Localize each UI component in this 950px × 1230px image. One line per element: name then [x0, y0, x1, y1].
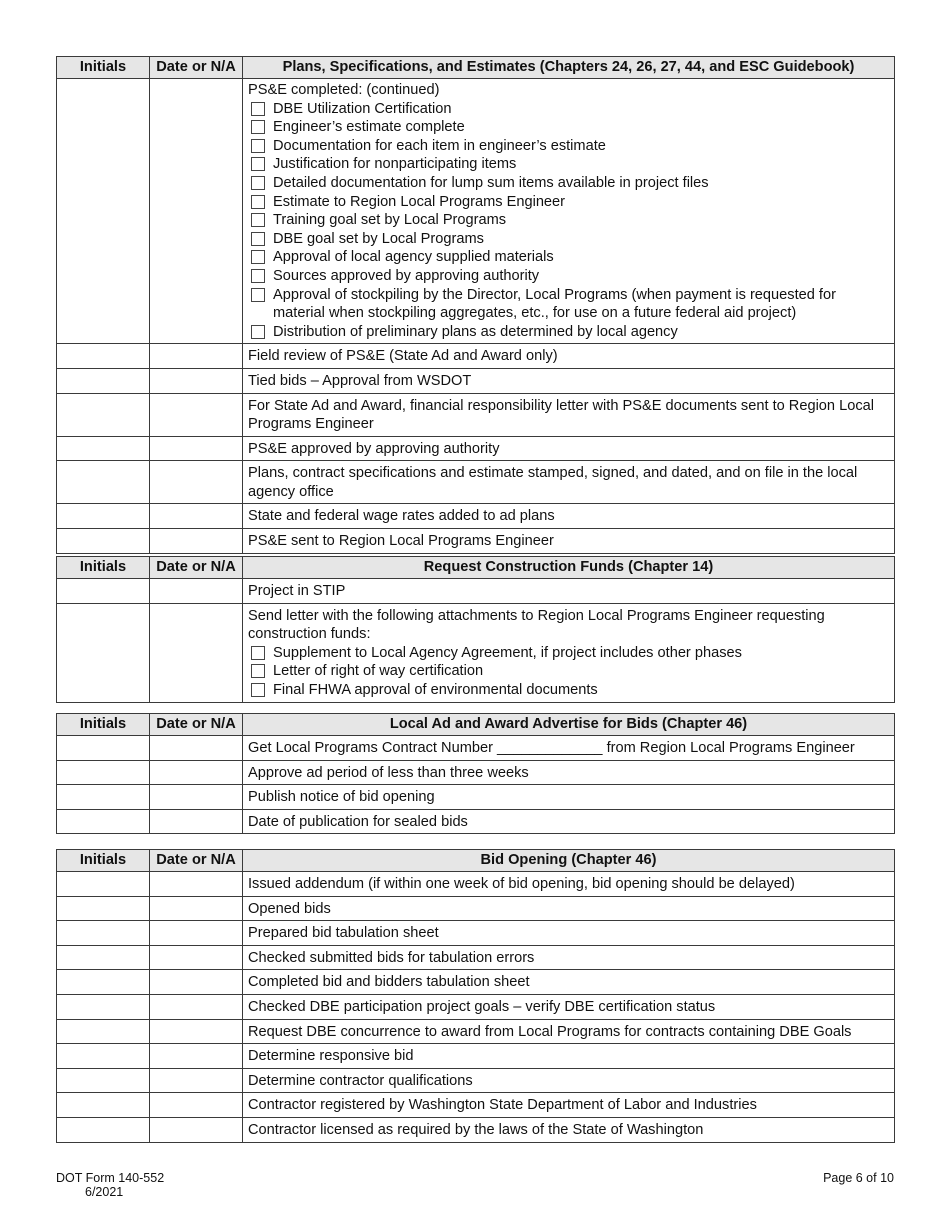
initials-cell[interactable]	[57, 393, 150, 436]
checklist-item: Final FHWA approval of environmental documents	[248, 681, 889, 700]
checklist-item: DBE goal set by Local Programs	[248, 230, 889, 249]
table-row	[57, 809, 895, 834]
initials-cell[interactable]	[57, 896, 150, 921]
checklist-item: Approval of stockpiling by the Director, Local Programs (when payment is requested for material when stockpiling aggregates, etc., for use on a future federal aid project)	[248, 286, 889, 323]
row-text: Prepared bid tabulation sheet	[243, 921, 895, 946]
row-text: Tied bids – Approval from WSDOT	[243, 368, 895, 393]
date-cell[interactable]	[150, 1117, 243, 1142]
row-text: PS&E sent to Region Local Programs Engineer	[243, 529, 895, 554]
table-row	[57, 579, 895, 604]
initials-cell[interactable]	[57, 994, 150, 1019]
initials-cell[interactable]	[57, 344, 150, 369]
row-text: Checked DBE participation project goals – verify DBE certification status	[243, 994, 895, 1019]
initials-cell[interactable]	[57, 461, 150, 504]
funds-letter-intro: Send letter with the following attachments to Region Local Programs Engineer requesting construction funds:	[248, 607, 825, 643]
date-cell[interactable]	[150, 1044, 243, 1069]
table-row	[57, 872, 895, 897]
initials-cell[interactable]	[57, 809, 150, 834]
row-text: State and federal wage rates added to ad plans	[243, 504, 895, 529]
row-text: For State Ad and Award, financial responsibility letter with PS&E documents sent to Region Local Programs Engineer	[243, 393, 895, 436]
checklist-item: Engineer’s estimate complete	[248, 118, 889, 137]
row-text: Completed bid and bidders tabulation sheet	[243, 970, 895, 995]
initials-cell[interactable]	[57, 872, 150, 897]
checklist-item: DBE Utilization Certification	[248, 100, 889, 119]
table-row	[57, 736, 895, 761]
date-cell[interactable]	[150, 809, 243, 834]
row-text: Plans, contract specifications and estimate stamped, signed, and dated, and on file in the local agency office	[243, 461, 895, 504]
table-row	[57, 368, 895, 393]
checkbox[interactable]	[251, 250, 265, 264]
date-cell[interactable]	[150, 785, 243, 810]
initials-cell[interactable]	[57, 970, 150, 995]
funds-header-row	[57, 557, 895, 579]
date-cell[interactable]	[150, 344, 243, 369]
pse-intro: PS&E completed: (continued)	[248, 82, 440, 98]
table-row	[57, 529, 895, 554]
advertise-header-row	[57, 714, 895, 736]
date-cell[interactable]	[150, 1019, 243, 1044]
table-row	[57, 1068, 895, 1093]
initials-cell[interactable]	[57, 1068, 150, 1093]
advertise-title: Local Ad and Award Advertise for Bids (Chapter 46)	[243, 714, 895, 736]
date-cell[interactable]	[150, 994, 243, 1019]
table-row	[57, 79, 895, 344]
date-cell[interactable]	[150, 1093, 243, 1118]
date-cell[interactable]	[150, 921, 243, 946]
row-text: Approve ad period of less than three weeks	[243, 760, 895, 785]
checklist-item: Documentation for each item in engineer’s estimate	[248, 137, 889, 156]
pse-title: Plans, Specifications, and Estimates (Chapters 24, 26, 27, 44, and ESC Guidebook)	[243, 57, 895, 79]
row-text: Publish notice of bid opening	[243, 785, 895, 810]
row-text: Get Local Programs Contract Number _____________ from Region Local Programs Engineer	[243, 736, 895, 761]
row-text: Field review of PS&E (State Ad and Award only)	[243, 344, 895, 369]
date-header: Date or N/A	[150, 557, 243, 579]
date-cell[interactable]	[150, 504, 243, 529]
checklist-item: Estimate to Region Local Programs Engineer	[248, 193, 889, 212]
initials-cell[interactable]	[57, 945, 150, 970]
initials-header: Initials	[57, 557, 150, 579]
checkbox[interactable]	[251, 288, 265, 302]
checklist-item: Approval of local agency supplied materials	[248, 248, 889, 267]
date-header: Date or N/A	[150, 57, 243, 79]
row-text: Opened bids	[243, 896, 895, 921]
bid-header-row	[57, 850, 895, 872]
table-row	[57, 945, 895, 970]
initials-cell[interactable]	[57, 785, 150, 810]
initials-cell[interactable]	[57, 579, 150, 604]
date-cell[interactable]	[150, 393, 243, 436]
date-cell[interactable]	[150, 461, 243, 504]
row-text: Contractor registered by Washington State Department of Labor and Industries	[243, 1093, 895, 1118]
date-cell[interactable]	[150, 79, 243, 344]
table-row	[57, 785, 895, 810]
checkbox[interactable]	[251, 646, 265, 660]
row-text: Request DBE concurrence to award from Local Programs for contracts containing DBE Goals	[243, 1019, 895, 1044]
pse-completed-cell	[243, 79, 895, 344]
advertise-table	[56, 713, 895, 834]
pse-table	[56, 56, 895, 554]
row-text: Checked submitted bids for tabulation errors	[243, 945, 895, 970]
form-number: DOT Form 140-552	[56, 1171, 165, 1185]
initials-cell[interactable]	[57, 1093, 150, 1118]
checklist-item: Distribution of preliminary plans as determined by local agency	[248, 323, 889, 342]
initials-header: Initials	[57, 714, 150, 736]
row-text: Determine contractor qualifications	[243, 1068, 895, 1093]
date-header: Date or N/A	[150, 714, 243, 736]
row-text: Determine responsive bid	[243, 1044, 895, 1069]
table-row	[57, 344, 895, 369]
checklist-item: Justification for nonparticipating items	[248, 155, 889, 174]
initials-cell[interactable]	[57, 504, 150, 529]
table-row	[57, 994, 895, 1019]
checkbox[interactable]	[251, 176, 265, 190]
checkbox[interactable]	[251, 269, 265, 283]
funds-table	[56, 556, 895, 703]
date-cell[interactable]	[150, 1068, 243, 1093]
row-text: Contractor licensed as required by the laws of the State of Washington	[243, 1117, 895, 1142]
row-text: Date of publication for sealed bids	[243, 809, 895, 834]
date-cell[interactable]	[150, 760, 243, 785]
checklist-item: Detailed documentation for lump sum items available in project files	[248, 174, 889, 193]
date-header: Date or N/A	[150, 850, 243, 872]
initials-cell[interactable]	[57, 603, 150, 702]
table-row	[57, 896, 895, 921]
checklist-item: Supplement to Local Agency Agreement, if project includes other phases	[248, 644, 889, 663]
checkbox[interactable]	[251, 213, 265, 227]
table-row	[57, 603, 895, 702]
date-cell[interactable]	[150, 945, 243, 970]
date-cell[interactable]	[150, 872, 243, 897]
row-text: Project in STIP	[243, 579, 895, 604]
initials-header: Initials	[57, 850, 150, 872]
date-cell[interactable]	[150, 603, 243, 702]
initials-cell[interactable]	[57, 79, 150, 344]
bid-opening-table	[56, 849, 895, 1143]
checkbox[interactable]	[251, 664, 265, 678]
checkbox[interactable]	[251, 683, 265, 697]
initials-cell[interactable]	[57, 736, 150, 761]
table-row	[57, 436, 895, 461]
table-row	[57, 461, 895, 504]
date-cell[interactable]	[150, 579, 243, 604]
checkbox[interactable]	[251, 232, 265, 246]
initials-cell[interactable]	[57, 1117, 150, 1142]
table-row	[57, 921, 895, 946]
page-number: Page 6 of 10	[823, 1171, 894, 1185]
table-row	[57, 1093, 895, 1118]
initials-header: Initials	[57, 57, 150, 79]
initials-cell[interactable]	[57, 368, 150, 393]
date-cell[interactable]	[150, 736, 243, 761]
funds-title: Request Construction Funds (Chapter 14)	[243, 557, 895, 579]
checkbox[interactable]	[251, 325, 265, 339]
checklist-item: Letter of right of way certification	[248, 662, 889, 681]
initials-cell[interactable]	[57, 1019, 150, 1044]
checkbox[interactable]	[251, 139, 265, 153]
table-row	[57, 760, 895, 785]
initials-cell[interactable]	[57, 921, 150, 946]
checkbox[interactable]	[251, 195, 265, 209]
date-cell[interactable]	[150, 970, 243, 995]
initials-cell[interactable]	[57, 760, 150, 785]
checkbox[interactable]	[251, 157, 265, 171]
date-cell[interactable]	[150, 368, 243, 393]
initials-cell[interactable]	[57, 1044, 150, 1069]
initials-cell[interactable]	[57, 436, 150, 461]
row-text: Issued addendum (if within one week of bid opening, bid opening should be delayed)	[243, 872, 895, 897]
table-row	[57, 1117, 895, 1142]
row-text: PS&E approved by approving authority	[243, 436, 895, 461]
checklist-item: Training goal set by Local Programs	[248, 211, 889, 230]
form-date: 6/2021	[85, 1185, 124, 1199]
date-cell[interactable]	[150, 896, 243, 921]
checklist-item: Sources approved by approving authority	[248, 267, 889, 286]
funds-letter-cell	[243, 603, 895, 702]
checkbox[interactable]	[251, 120, 265, 134]
table-row	[57, 504, 895, 529]
table-row	[57, 970, 895, 995]
pse-header-row	[57, 57, 895, 79]
initials-cell[interactable]	[57, 529, 150, 554]
bid-title: Bid Opening (Chapter 46)	[243, 850, 895, 872]
table-row	[57, 1019, 895, 1044]
checkbox[interactable]	[251, 102, 265, 116]
table-row	[57, 393, 895, 436]
date-cell[interactable]	[150, 436, 243, 461]
table-row	[57, 1044, 895, 1069]
date-cell[interactable]	[150, 529, 243, 554]
